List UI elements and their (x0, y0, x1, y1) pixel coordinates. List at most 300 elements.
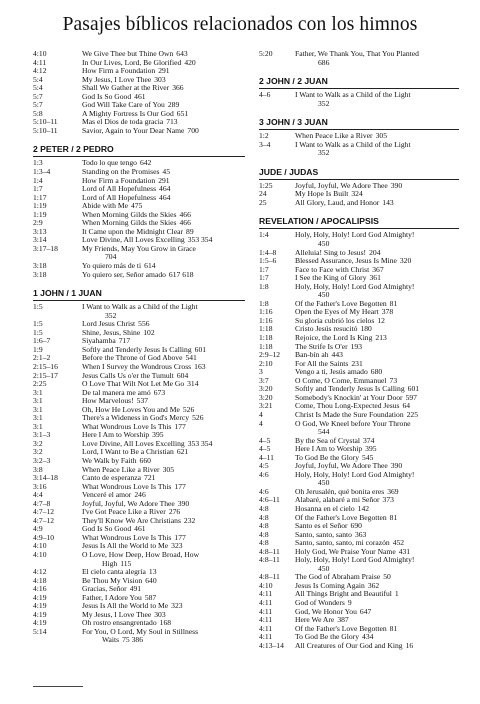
hymn-reference-entry (259, 462, 459, 471)
hymn-entry-text (295, 360, 459, 369)
hymn-title: Joyful, Joyful, We Adore Thee (295, 181, 388, 190)
hymn-reference-entry (33, 619, 245, 628)
hymn-entry-text (82, 474, 245, 483)
hymn-title: The God of Abraham Praise (295, 573, 381, 582)
verse-reference: 5:20 (259, 49, 273, 58)
verse-reference: 3:14–18 (33, 473, 58, 483)
hymn-reference-entry (259, 454, 459, 463)
hymn-title: Yo quiero más de ti (82, 262, 142, 271)
hymn-reference-entry (259, 343, 459, 352)
hymn-title: How Firm a Foundation (82, 67, 156, 76)
hymn-title: Todo lo que tengo (82, 159, 137, 168)
hymn-reference-entry (259, 633, 459, 642)
hymn-entry-text (295, 132, 459, 141)
hymn-reference-entry (33, 508, 245, 517)
hymn-number: 81 (389, 299, 398, 308)
hymn-title: Be Thou My Vision (82, 576, 143, 585)
hymn-entry-text (295, 199, 459, 208)
hymn-number: 647 (359, 607, 372, 616)
verse-reference: 1:5 (33, 302, 43, 312)
verse-reference: 2:9 (33, 218, 43, 228)
hymn-reference-entry (259, 573, 459, 582)
hymn-entry-text (295, 599, 459, 608)
verse-reference: 3:7 (259, 375, 269, 385)
hymn-number: 640 (145, 576, 157, 585)
hymn-reference-entry (259, 199, 459, 208)
hymn-entry-text (295, 257, 459, 266)
hymn-number: 700 (187, 126, 199, 135)
hymn-entry-text (295, 531, 459, 540)
verse-reference: 5:14 (33, 626, 47, 636)
verse-reference: 4:8 (259, 503, 269, 513)
hymn-number: 466 (179, 210, 191, 219)
hymn-number: 378 (381, 308, 394, 317)
hymn-title: When I Survey the Wondrous Cross (82, 362, 192, 371)
hymn-reference-entry (259, 599, 459, 608)
section-spacer (33, 135, 245, 140)
verse-reference: 5:7 (33, 91, 43, 101)
hymn-reference-entry (259, 368, 459, 377)
hymn-title: To God Be the Glory (295, 633, 360, 642)
hymn-number: 13 (148, 568, 157, 577)
hymn-title: God Is So Good (82, 92, 132, 101)
hymn-entry-text (295, 190, 459, 199)
hymn-reference-entry (33, 414, 245, 423)
hymn-number: 461 (134, 525, 146, 534)
verse-reference: 1:7 (259, 264, 269, 274)
hymn-title: God Is So Good (82, 525, 132, 534)
hymn-reference-entry (33, 159, 245, 168)
verse-reference: 4:5 (259, 461, 269, 471)
verse-reference: 4:18 (33, 575, 47, 585)
hymn-entry-text (82, 303, 245, 320)
hymn-title: My Jesus, I Love Thee (82, 610, 152, 619)
hymn-title: When Morning Gilds the Skies (82, 210, 177, 219)
hymn-title: Mas el Dios de toda gracia (82, 118, 164, 127)
verse-reference: 3:18 (33, 261, 47, 271)
hymn-title-continuation (295, 240, 459, 249)
hymn-entry-text (82, 380, 245, 389)
hymn-reference-entry (33, 474, 245, 483)
hymn-title: God, We Honor You (295, 607, 357, 616)
verse-reference: 4:8–11 (259, 572, 280, 582)
verse-reference: 4–5 (259, 435, 271, 445)
hymn-number: 537 (136, 397, 149, 406)
hymn-entry-text (295, 182, 459, 191)
hymn-number: 352 (318, 148, 330, 158)
hymn-title: Holy, Holy, Holy! Lord God Almighty! (295, 470, 415, 479)
hymn-entry-text (82, 329, 245, 338)
hymn-entry-text (295, 582, 459, 591)
hymn-reference-entry (33, 466, 245, 475)
hymn-reference-entry (259, 642, 459, 651)
hymn-title: Here I Am to Worship (295, 445, 363, 454)
hymn-reference-entry (33, 127, 245, 136)
hymn-reference-entry (33, 50, 245, 59)
hymn-reference-entry (259, 488, 459, 497)
hymn-number: 387 (337, 616, 349, 625)
verse-reference: 4:6–11 (259, 495, 280, 505)
hymn-entry-text (82, 50, 245, 59)
hymn-number: 289 (167, 101, 180, 110)
hymn-number: 642 (139, 159, 152, 168)
verse-reference: 1:5–6 (259, 256, 277, 266)
hymn-number: 390 (390, 462, 403, 471)
hymn-reference-entry (259, 496, 459, 505)
hymn-title: Ban-bín ah (295, 351, 329, 360)
verse-reference: 1:7 (33, 184, 43, 194)
verse-reference: 3:8 (33, 464, 43, 474)
hymn-number: 614 (144, 262, 156, 271)
hymn-reference-entry (259, 505, 459, 514)
verse-reference: 1:18 (259, 324, 273, 334)
verse-reference: 1:4 (33, 175, 43, 185)
verse-reference: 3:17–18 (33, 243, 58, 253)
verse-reference: 5:7 (33, 100, 43, 110)
hymn-reference-entry (33, 568, 245, 577)
verse-reference: 4:11 (259, 632, 273, 642)
hymn-title: Open the Eyes of My Heart (295, 308, 379, 317)
hymn-entry-text (82, 110, 245, 119)
hymn-number: 291 (158, 176, 170, 185)
hymn-reference-entry (259, 385, 459, 394)
hymn-entry-text (295, 394, 459, 403)
hymn-number: 450 (318, 239, 330, 249)
hymn-title: Love Divine, All Loves Excelling (82, 439, 185, 448)
hymn-number: 353 354 (187, 236, 213, 245)
hymn-entry-text (82, 500, 245, 509)
verse-reference: 4 (259, 409, 263, 419)
verse-reference: 2:9–12 (259, 350, 281, 360)
hymn-title: Holy, Holy, Holy! Lord God Almighty! (295, 231, 415, 240)
hymn-entry-text (295, 437, 459, 446)
hymn-title: To God Be the Glory (295, 453, 360, 462)
hymn-title: All Glory, Laud, and Honor (295, 198, 380, 207)
hymn-entry-text (82, 228, 245, 237)
hymn-title: Jesus Is Coming Again (295, 581, 365, 590)
verse-reference: 4:11 (259, 606, 273, 616)
verse-reference: 4:10 (33, 541, 47, 551)
hymn-title: Abide with Me (82, 202, 128, 211)
hymn-title: Of the Father's Love Begotten (295, 513, 387, 522)
hymn-number: 601 (407, 385, 420, 394)
hymn-title: O God, We Kneel before Your Throne (295, 419, 411, 428)
hymn-number: 1 (394, 590, 399, 599)
verse-reference: 4:9–10 (33, 532, 55, 542)
hymn-reference-entry (259, 257, 459, 266)
hymn-title: Lord of All Hopefulness (82, 185, 157, 194)
hymn-title: Oh rostro ensangrentado (82, 619, 157, 628)
verse-reference: 1:18 (259, 341, 273, 351)
hymn-reference-entry (259, 377, 459, 386)
hymn-title: Santo, santo, santo (295, 530, 352, 539)
hymn-entry-text (82, 483, 245, 492)
hymn-title: Standing on the Promises (82, 168, 160, 177)
hymn-title: Holy, Holy, Holy! Lord God Almighty! (295, 556, 415, 565)
hymn-title: We Walk by Faith (82, 456, 137, 465)
hymn-title: All Things Bright and Beautiful (295, 590, 392, 599)
verse-reference: 4:8 (259, 521, 269, 531)
hymn-number: 231 (351, 359, 363, 368)
verse-reference: 1:3 (33, 158, 43, 168)
hymn-reference-entry (33, 534, 245, 543)
hymn-title: Lord, I Want to Be a Christian (82, 448, 174, 457)
hymn-title: Shine, Jesus, Shine (82, 328, 141, 337)
scripture-section (259, 158, 459, 208)
hymn-entry-text (82, 585, 245, 594)
verse-reference: 4 (259, 418, 263, 428)
hymn-title: Rejoice, the Lord Is King (295, 334, 373, 343)
section-rule (259, 88, 459, 89)
verse-reference: 3:21 (259, 401, 273, 411)
verse-reference: 1:4 (259, 230, 269, 240)
verse-reference: 3 (259, 367, 263, 377)
verse-reference: 3:1 (33, 387, 43, 397)
hymn-number: 420 (184, 58, 196, 67)
hymn-number: 367 (372, 265, 384, 274)
hymn-reference-entry (33, 551, 245, 568)
verse-reference: 3:20 (259, 392, 273, 402)
hymn-title: Christ Is Made the Sure Foundation (295, 410, 404, 419)
hymn-title: Love Divine, All Loves Excelling (82, 236, 185, 245)
hymn-number: 643 (176, 50, 188, 58)
hymn-reference-entry (259, 190, 459, 199)
hymn-reference-entry (259, 91, 459, 108)
hymn-title: Oh Jerusalén, qué bonita eres (295, 487, 385, 496)
hymn-entry-text (295, 385, 459, 394)
hymn-number: 464 (159, 185, 171, 194)
hymn-number: 177 (174, 533, 186, 542)
verse-reference: 2:10 (259, 358, 273, 368)
hymn-reference-entry (259, 231, 459, 248)
hymn-number: 704 (105, 252, 117, 262)
hymn-title-continuation (295, 479, 459, 488)
hymn-reference-entry (259, 582, 459, 591)
hymn-entry-text (82, 101, 245, 110)
hymn-entry-text (82, 611, 245, 620)
verse-reference: 4:4 (33, 490, 43, 500)
hymn-reference-entry (33, 628, 245, 645)
verse-reference: 4:11 (259, 615, 273, 625)
hymn-title: I Want to Walk as a Child of the Light (82, 303, 198, 312)
hymn-title: God Will Take Care of You (82, 101, 165, 110)
hymn-entry-text (295, 377, 459, 386)
hymn-title: O Come, O Come, Emmanuel (295, 376, 387, 385)
verse-reference: 1:8 (259, 298, 269, 308)
verse-reference: 3:1 (33, 413, 43, 423)
hymn-entry-text (82, 337, 245, 346)
verse-reference: 3:20 (259, 384, 273, 394)
hymn-number: 363 (354, 530, 367, 539)
hymn-entry-text (295, 514, 459, 523)
footer-rule (33, 686, 83, 687)
verse-reference: 4:7–12 (33, 507, 55, 517)
hymn-title: My Friends, May You Grow in Grace (82, 244, 196, 253)
hymn-number: 466 (179, 219, 191, 228)
verse-reference: 1:16 (259, 315, 273, 325)
hymn-number: 291 (158, 67, 170, 76)
hymn-number: 180 (360, 325, 372, 334)
section-rule (259, 228, 459, 229)
hymn-reference-entry (259, 266, 459, 275)
hymn-number: 362 (367, 581, 380, 590)
hymn-number: 545 (362, 453, 374, 462)
hymn-title: Softly and Tenderly Jesus Is Calling (295, 385, 405, 394)
verse-reference: 1:7 (259, 273, 269, 283)
verse-reference: 1:3–4 (33, 167, 51, 177)
hymn-number: 276 (168, 508, 181, 517)
hymn-entry-text (295, 141, 459, 158)
hymn-title: My Jesus, I Love Thee (82, 75, 152, 84)
section-rule (259, 179, 459, 180)
hymn-reference-entry (259, 317, 459, 326)
hymn-reference-entry (33, 406, 245, 415)
verse-reference: 4:8 (259, 529, 269, 539)
hymn-entry-text (82, 76, 245, 85)
hymn-number: 73 (389, 376, 398, 385)
hymn-number: 443 (331, 351, 343, 360)
hymn-title: Jesus Is All the World to Me (82, 602, 169, 611)
hymn-title: Lord of All Hopefulness (82, 193, 157, 202)
hymn-title: Savior, Again to Your Dear Name (82, 126, 185, 135)
verse-reference: 4:11 (259, 623, 273, 633)
hymn-entry-text (295, 590, 459, 599)
verse-reference: 4:10 (259, 580, 273, 590)
hymn-reference-entry (259, 50, 459, 67)
hymn-number: 390 (177, 499, 190, 508)
hymn-entry-text (82, 168, 245, 177)
hymn-title: Alabaré, alabaré a mi Señor (295, 496, 380, 505)
hymn-title: I've Got Peace Like a River (82, 508, 166, 517)
hymn-title: It Came upon the Midnight Clear (82, 227, 184, 236)
hymn-reference-entry (259, 360, 459, 369)
hymn-number: 450 (318, 478, 330, 488)
hymn-title-continuation (82, 253, 245, 262)
hymn-entry-text (82, 354, 245, 363)
hymn-entry-text (295, 402, 459, 411)
hymn-number: 673 (153, 388, 166, 397)
hymn-title-continuation: High 115 (102, 558, 132, 568)
verse-reference: 5:10–11 (33, 125, 58, 135)
hymn-number: 717 (118, 337, 131, 346)
scripture-section (259, 67, 459, 108)
hymn-title: Vengo a ti, Jesús amado (295, 368, 368, 377)
hymn-entry-text (295, 625, 459, 634)
hymn-number: 369 (387, 487, 399, 496)
section-rule (33, 300, 245, 301)
hymn-title: De tal manera me amó (82, 388, 151, 397)
hymn-entry-text (295, 522, 459, 531)
verse-reference: 4:11 (259, 589, 273, 599)
hymn-entry-text (82, 397, 245, 406)
hymn-entry-text (82, 219, 245, 228)
verse-reference: 24 (259, 189, 267, 199)
hymn-entry-text (295, 445, 459, 454)
hymn-title: Canto de esperanza (82, 474, 142, 483)
hymn-entry-text (82, 118, 245, 127)
verse-reference: 1:5 (33, 319, 43, 329)
hymn-reference-entry (259, 274, 459, 283)
verse-reference: 1:6–7 (33, 336, 51, 346)
hymn-title: When Peace Like a River (295, 132, 373, 141)
verse-reference: 4:16 (33, 584, 47, 594)
hymn-number: 587 (144, 593, 157, 602)
hymn-title: Hosanna en el cielo (295, 504, 355, 513)
verse-reference: 4:8 (259, 512, 269, 522)
hymn-entry-text (82, 594, 245, 603)
hymn-entry-text (82, 262, 245, 271)
hymn-title: Jesus Is All the World to Me (82, 542, 169, 551)
hymn-reference-entry (259, 141, 459, 158)
hymn-entry-text (82, 568, 245, 577)
section-heading: 2 JOHN / 2 JUAN (259, 76, 328, 87)
hymn-reference-entry (33, 483, 245, 492)
hymn-entry-text (82, 127, 245, 136)
hymn-number: 12 (377, 316, 385, 325)
scripture-section (33, 279, 245, 645)
hymn-title: El cielo canta alegría (82, 568, 146, 577)
hymn-entry-text (295, 556, 459, 573)
hymn-title-continuation: Waits 75 386 (102, 635, 143, 645)
entry-group (259, 50, 459, 67)
entry-group (33, 50, 245, 135)
hymn-entry-text (295, 633, 459, 642)
verse-reference: 3:1 (33, 421, 43, 431)
hymn-entry-text (295, 50, 459, 67)
hymn-reference-entry (33, 346, 245, 355)
hymn-number: 142 (357, 504, 370, 513)
hymn-number: 45 (162, 168, 171, 177)
verse-reference: 3–4 (259, 139, 271, 149)
hymn-reference-entry (259, 351, 459, 360)
hymn-entry-text (295, 283, 459, 300)
hymn-reference-entry (259, 522, 459, 531)
hymn-entry-text (295, 488, 459, 497)
hymn-number: 314 (187, 380, 199, 389)
verse-reference: 4:12 (33, 66, 47, 76)
verse-reference: 1:25 (259, 180, 273, 190)
verse-reference: 1:8 (259, 281, 269, 291)
hymn-reference-entry (33, 93, 245, 102)
hymn-number: 143 (382, 198, 394, 207)
hymn-number: 323 (171, 602, 183, 611)
hymn-number: 366 (172, 84, 184, 93)
hymn-title: Gracias, Señor (82, 585, 127, 594)
hymn-title-continuation (82, 312, 245, 321)
hymn-entry-text (82, 185, 245, 194)
verse-reference: 3:1 (33, 396, 43, 406)
hymn-number: 225 (406, 410, 419, 419)
hymn-title: Before the Throne of God Above (82, 354, 183, 363)
hymn-number: 621 (176, 448, 189, 457)
hymn-number: 177 (174, 422, 186, 431)
hymn-reference-entry (33, 372, 245, 381)
hymn-number: 102 (143, 328, 155, 337)
hymn-reference-entry (33, 219, 245, 228)
hymn-reference-entry (259, 325, 459, 334)
verse-reference: 3:2–3 (33, 455, 51, 465)
hymn-reference-entry (33, 389, 245, 398)
verse-reference: 1:19 (33, 201, 47, 211)
hymn-title: Softly and Tenderly Jesus Is Calling (82, 345, 192, 354)
hymn-entry-text (82, 491, 245, 500)
hymn-reference-entry (33, 611, 245, 620)
verse-reference: 4:19 (33, 609, 47, 619)
hymn-reference-entry (33, 397, 245, 406)
hymn-number: 303 (154, 75, 166, 84)
verse-reference: 4:11 (33, 57, 47, 67)
hymn-title: Holy God, We Praise Your Name (295, 547, 396, 556)
